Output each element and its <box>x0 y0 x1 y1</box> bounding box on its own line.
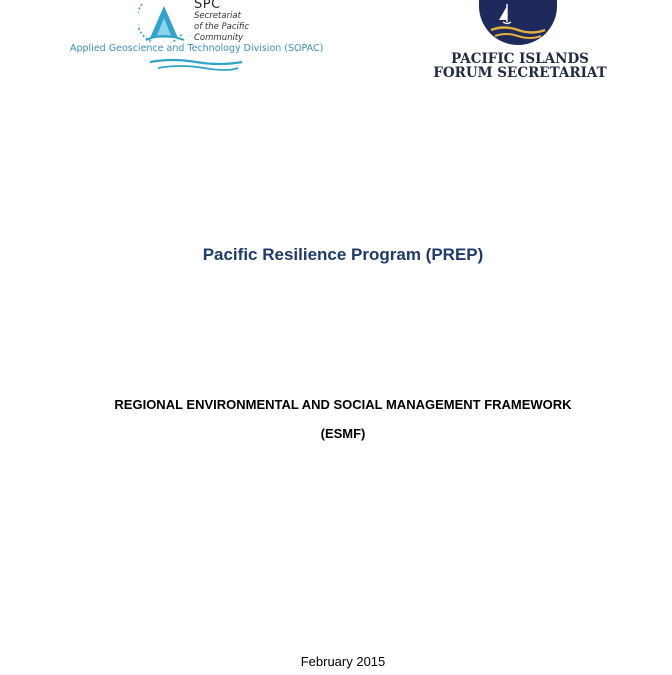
spc-logo <box>60 0 330 72</box>
spc-emblem-icon <box>138 0 188 42</box>
pifs-logo <box>420 0 630 82</box>
spc-subtitle-line-3: Community <box>194 33 244 43</box>
pifs-name-line-2: FORUM SECRETARIAT <box>433 65 607 81</box>
framework-abbreviation: (ESMF) <box>320 426 366 441</box>
sopac-division-name: Applied Geoscience and Technology Division (SOPAC) <box>70 43 324 54</box>
spc-subtitle-line-2: of the Pacific <box>194 22 250 32</box>
pifs-emblem-icon <box>477 0 559 46</box>
spc-subtitle-line-1: Secretariat <box>194 11 241 21</box>
spc-name: SPC <box>194 0 221 12</box>
framework-title: REGIONAL ENVIRONMENTAL AND SOCIAL MANAGEMENT FRAMEWORK <box>114 397 572 412</box>
wave-lines-icon <box>148 58 244 72</box>
pifs-name-line-1: PACIFIC ISLANDS <box>451 51 589 67</box>
document-date: February 2015 <box>300 654 386 669</box>
program-title: Pacific Resilience Program (PREP) <box>202 245 484 264</box>
